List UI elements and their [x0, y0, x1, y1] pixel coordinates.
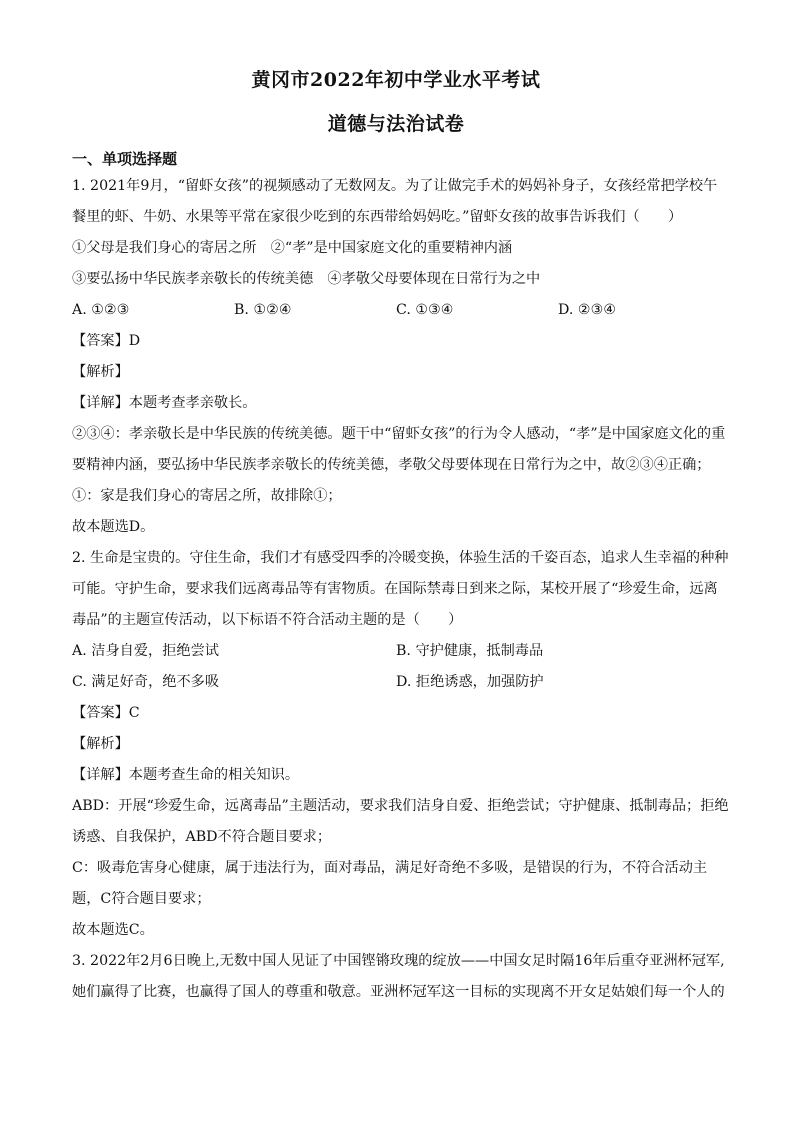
q2-options-row-2 [72, 667, 720, 698]
q3-stem-line-1: 3. 2022年2月6日晚上,无数中国人见证了中国铿锵玫瑰的绽放——中国女足时隔16年后重夺亚洲杯冠军, [72, 953, 725, 969]
q2-explanation-line-4: 题，C符合题目要求； [72, 891, 211, 907]
q2-explanation-line-3: C：吸毒危害身心健康，属于违法行为，面对毒品，满足好奇绝不多吸，是错误的行为，不符合活动主 [72, 860, 708, 876]
q1-answer: 【答案】D [72, 333, 141, 349]
q1-explanation-line-2: 要精神内涵，要弘扬中华民族孝亲敬长的传统美德，孝敬父母要体现在日常行为之中，故②③④正确； [72, 457, 711, 473]
q2-option-c: C. 满足好奇，绝不多吸 [72, 674, 220, 690]
q2-conclusion: 故本题选C。 [72, 922, 154, 938]
q3-stem-line-2: 她们赢得了比赛，也赢得了国人的尊重和敬意。亚洲杯冠军这一目标的实现离不开女足姑娘们每一个人的 [72, 984, 725, 1000]
q1-option-b: B. ①②④ [234, 302, 292, 318]
question-3 [72, 946, 725, 1008]
q1-option-a: A. ①②③ [72, 302, 130, 318]
q1-item-line-1: ①父母是我们身心的寄居之所 ②“孝”是中国家庭文化的重要精神内涵 [72, 240, 513, 256]
q2-options-row-1 [72, 636, 720, 667]
q1-conclusion: 故本题选D。 [72, 519, 155, 535]
q2-option-d: D. 拒绝诱惑，加强防护 [396, 674, 544, 690]
q1-option-d: D. ②③④ [558, 302, 617, 318]
question-2 [72, 543, 729, 946]
question-1 [72, 171, 726, 543]
q2-explanation-line-2: 诱惑、自我保护，ABD不符合题目要求； [72, 829, 332, 845]
q1-option-c: C. ①③④ [396, 302, 454, 318]
q1-explanation-line-1: ②③④：孝亲敬长是中华民族的传统美德。题干中“留虾女孩”的行为令人感动，“孝”是中国家庭文化的重 [72, 426, 726, 442]
q1-detail: 【详解】本题考查孝亲敬长。 [72, 395, 257, 411]
exam-subtitle: 道德与法治试卷 [327, 113, 465, 135]
q1-item-line-2: ③要弘扬中华民族孝亲敬长的传统美德 ④孝敬父母要体现在日常行为之中 [72, 271, 541, 287]
q1-stem-line-1: 1. 2021年9月，“留虾女孩”的视频感动了无数网友。为了让做完手术的妈妈补身子，女孩经常把学校午 [72, 178, 718, 194]
q2-option-a: A. 洁身自爱，拒绝尝试 [72, 643, 219, 659]
exam-title: 黄冈市2022年初中学业水平考试 [251, 69, 541, 91]
q2-analysis-label: 【解析】 [72, 736, 129, 752]
q1-options [72, 295, 720, 326]
q2-stem-line-1: 2. 生命是宝贵的。守住生命，我们才有感受四季的冷暖变换，体验生活的千姿百态，追求人生幸福的种种 [72, 550, 729, 566]
q2-answer: 【答案】C [72, 705, 140, 721]
q2-stem-line-3: 毒品”的主题宣传活动，以下标语不符合活动主题的是（ ） [72, 612, 463, 628]
q2-explanation-line-1: ABD：开展“珍爱生命，远离毒品”主题活动，要求我们洁身自爱、拒绝尝试；守护健康、抵制毒品；拒绝 [72, 798, 729, 814]
q2-option-b: B. 守护健康，抵制毒品 [396, 643, 544, 659]
q1-explanation-line-3: ①：家是我们身心的寄居之所，故排除①； [72, 488, 342, 504]
q1-analysis-label: 【解析】 [72, 364, 129, 380]
q1-stem-line-2: 餐里的虾、牛奶、水果等平常在家很少吃到的东西带给妈妈吃。”留虾女孩的故事告诉我们（ ） [72, 209, 683, 225]
section-heading: 一、单项选择题 [72, 150, 178, 168]
q2-detail: 【详解】本题考查生命的相关知识。 [72, 767, 300, 783]
q2-stem-line-2: 可能。守护生命，要求我们远离毒品等有害物质。在国际禁毒日到来之际，某校开展了“珍爱生命，远离 [72, 581, 718, 597]
